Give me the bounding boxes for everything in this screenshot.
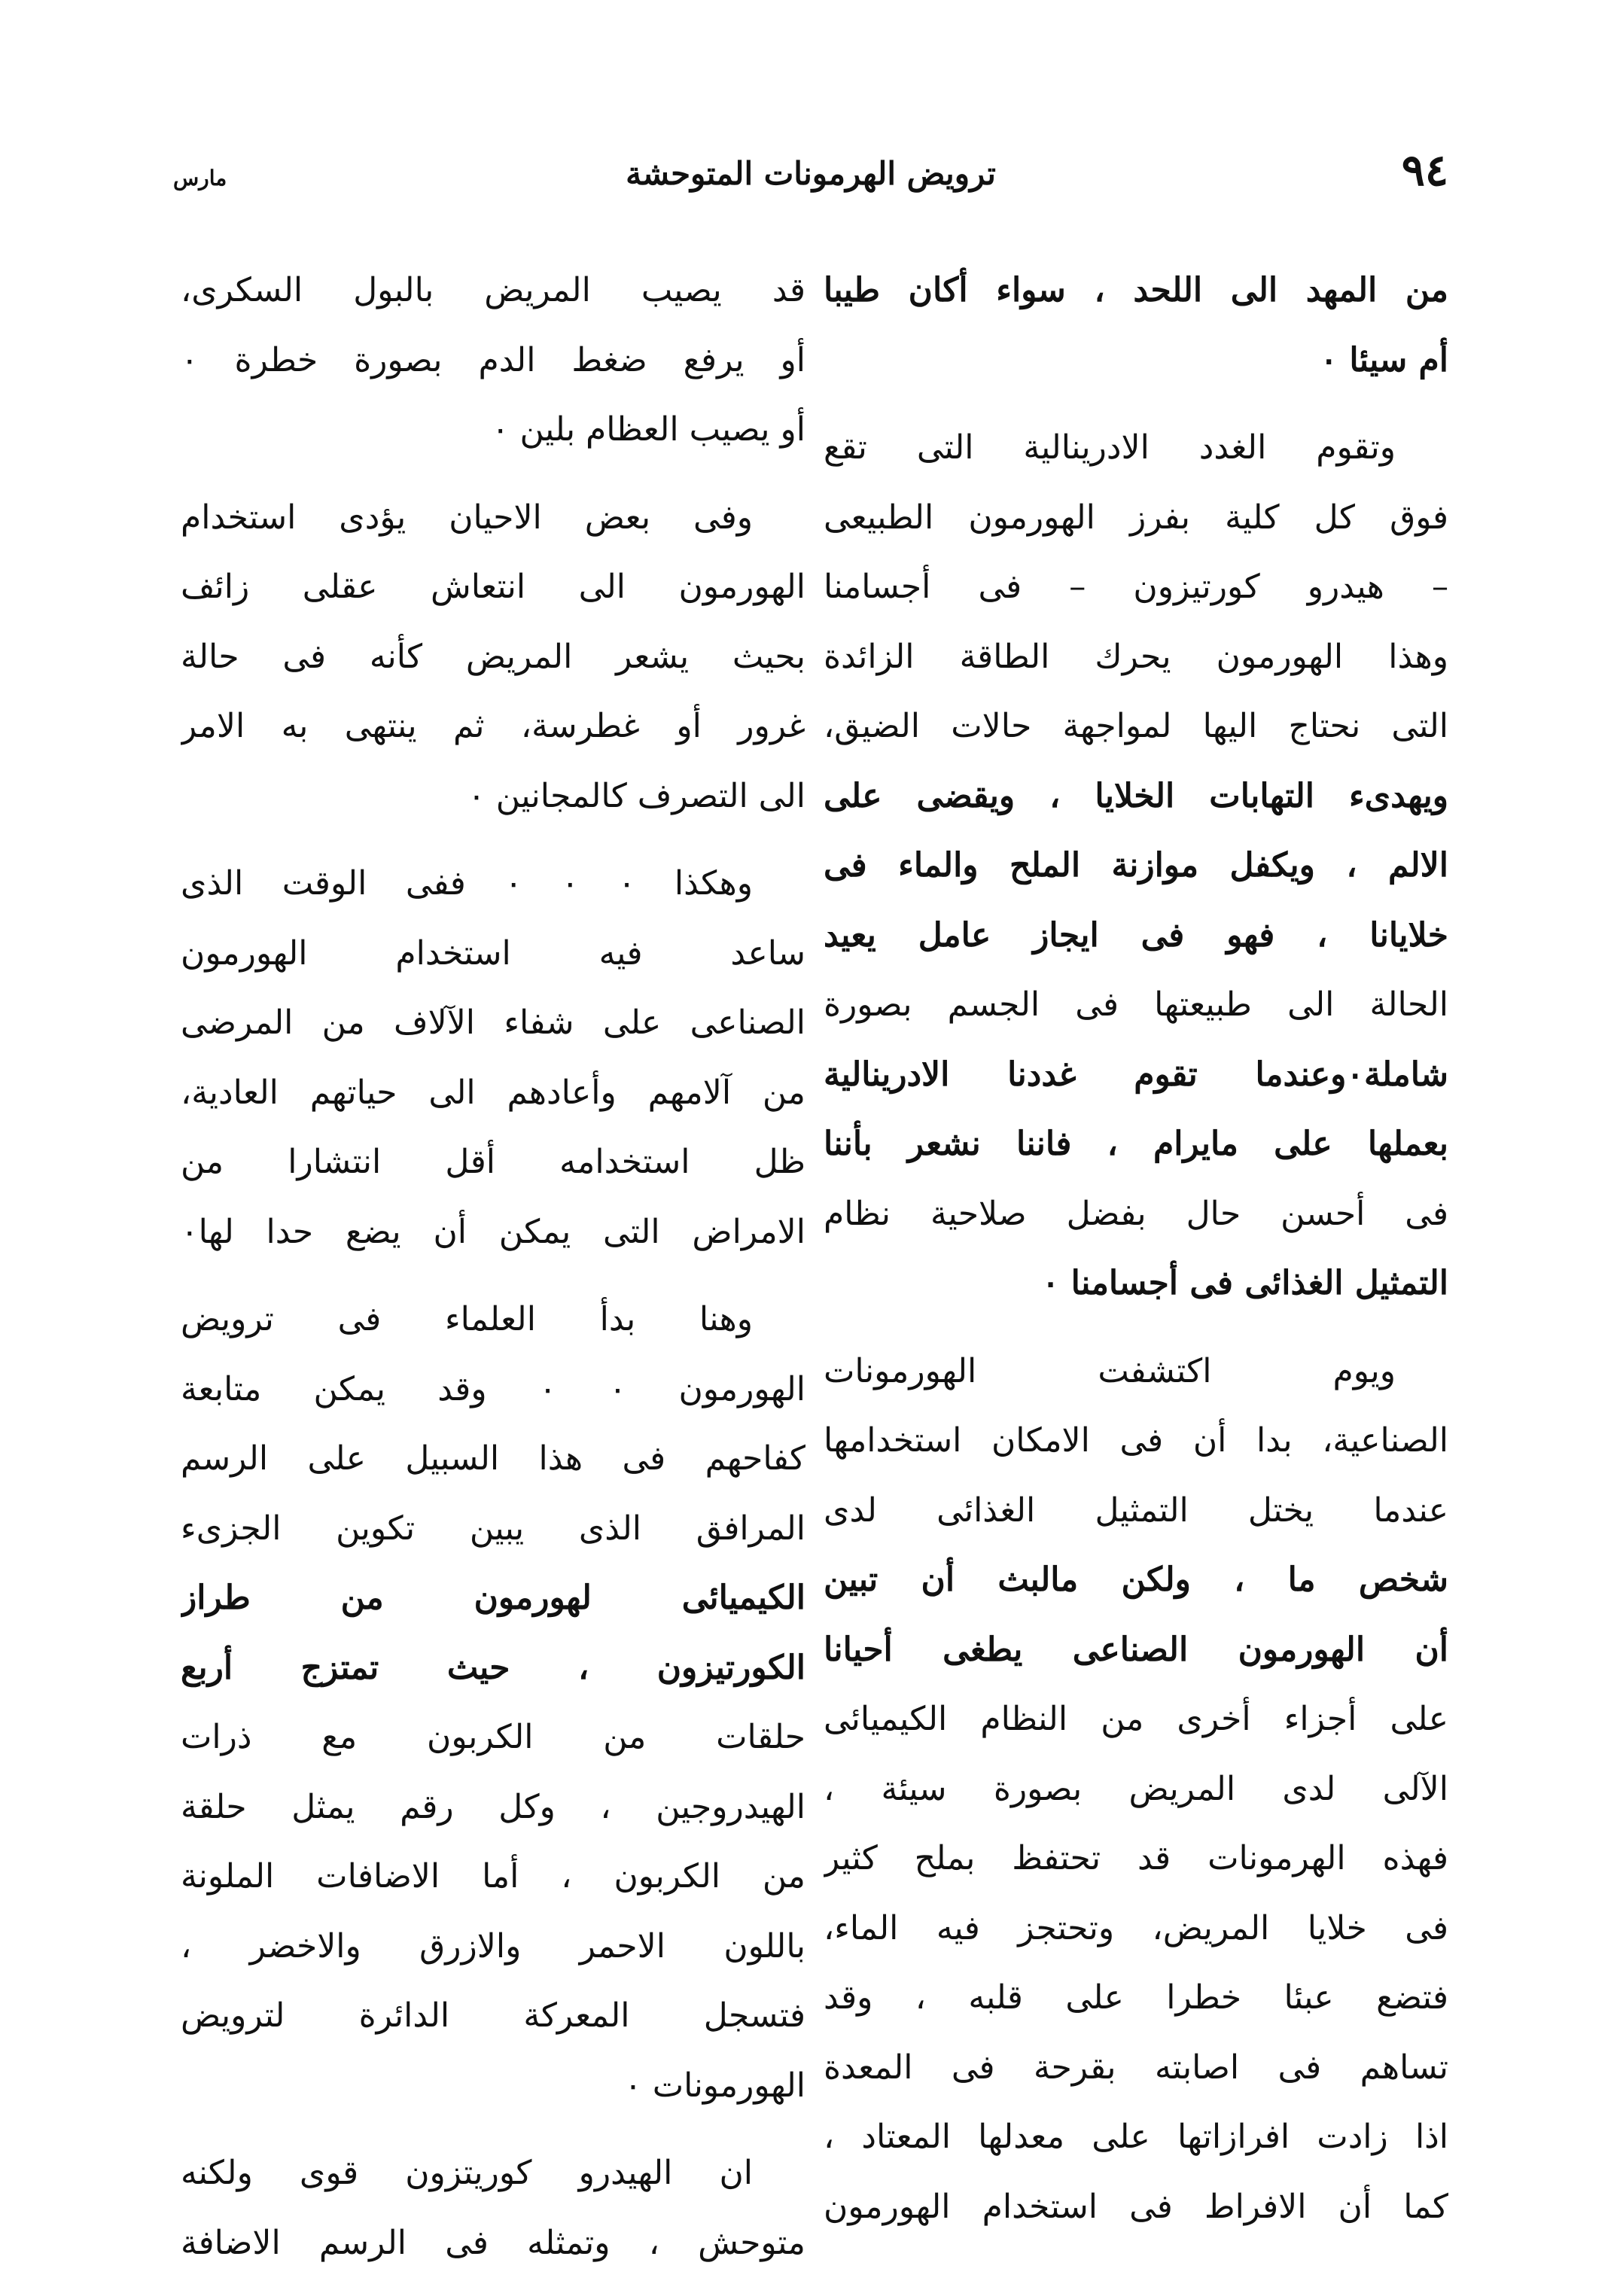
text-line: وتقوم الغدد الادرينالية التى تقع — [824, 428, 1396, 467]
text-line: على أجزاء أخرى من النظام الكيميائى — [824, 1700, 1448, 1738]
text-line: الهورمونات ٠ — [624, 2066, 805, 2105]
paragraph — [181, 849, 805, 1267]
text-line: من الكربون ، أما الاضافات الملونة — [181, 1857, 805, 1896]
text-line: الكورتيزون ، حيث تمتزج أربع — [181, 1648, 805, 1687]
text-line: باللون الاحمر والازرق والاخضر ، — [181, 1926, 805, 1966]
text-line: خلايانا ، فهو فى ايجاز عامل يعيد — [824, 915, 1448, 955]
text-line: وهكذا ٠ ٠ ٠ ففى الوقت الذى — [181, 864, 753, 903]
right-column — [824, 256, 1448, 2260]
text-line: كما أن الافراط فى استخدام الهورمون — [824, 2187, 1448, 2226]
month-label: مارس — [173, 166, 227, 190]
text-line: ظل استخدامه أقل انتشارا من — [181, 1143, 805, 1181]
text-line: وهنا بدأ العلماء فى ترويض — [181, 1300, 753, 1338]
text-line: وفى بعض الاحيان يؤدى استخدام — [181, 498, 753, 537]
text-line: تساهم فى اصابته بقرحة فى المعدة — [824, 2048, 1448, 2087]
text-line: – هيدرو كورتيزون – فى أجسامنا — [824, 568, 1448, 606]
text-line: ساعد فيه استخدام الهورمون — [181, 933, 805, 973]
text-line: شاملة٠وعندما تقوم غددنا الادرينالية — [824, 1055, 1448, 1094]
text-line: المرافق الذى يبين تكوين الجزىء — [181, 1509, 805, 1548]
text-line: ويهدىء التهابات الخلايا ، ويقضى على — [824, 776, 1448, 815]
text-line: الكيميائى لهورمون من طراز — [181, 1579, 805, 1617]
text-line: الامراض التى يمكن أن يضع حدا لها٠ — [181, 1212, 805, 1251]
text-line: الحالة الى طبيعتها فى الجسم بصورة — [824, 985, 1448, 1024]
text-line: متوحش ، وتمثله فى الرسم الاضافة — [181, 2223, 805, 2262]
text-line: فتسجل المعركة الدائرة لترويض — [181, 1996, 805, 2035]
text-line: الالم ، ويكفل موازنة الملح والماء فى — [824, 846, 1448, 885]
text-line: من آلامهم وأعادهم الى حياتهم العادية، — [181, 1073, 805, 1112]
paragraph — [824, 256, 1448, 395]
text-line: حلقات من الكربون مع ذرات — [181, 1718, 805, 1756]
text-line: الصناعى على شفاء الآلاف من المرضى — [181, 1003, 805, 1042]
text-line: بحيث يشعر المريض كأنه فى حالة — [181, 637, 805, 676]
text-line: شخص ما ، ولكن مالبث أن تبين — [824, 1561, 1448, 1599]
text-line: الآلى لدى المريض بصورة سيئة ، — [824, 1769, 1448, 1808]
page-number: ٩٤ — [1401, 145, 1448, 196]
text-line: التمثيل الغذائى فى أجسامنا ٠ — [1041, 1264, 1448, 1302]
paragraph — [181, 2139, 805, 2278]
text-line: أو يصيب العظام بلين ٠ — [491, 410, 805, 449]
text-line: عندما يختل التمثيل الغذائى لدى — [824, 1491, 1448, 1530]
paragraph — [181, 483, 805, 832]
paragraph — [181, 256, 805, 465]
text-line: أو يرفع ضغط الدم بصورة خطرة ٠ — [181, 340, 805, 379]
text-line: الى التصرف كالمجانين ٠ — [467, 776, 805, 815]
text-line: الهورمون الى انتعاش عقلى زائف — [181, 568, 805, 606]
text-line: الهورمون ٠ ٠ وقد يمكن متابعة — [181, 1369, 805, 1408]
text-line: فوق كل كلية بفرز الهورمون الطبيعى — [824, 498, 1448, 537]
text-line: ويوم اكتشفت الهورمونات — [824, 1351, 1396, 1390]
text-line: من المهد الى اللحد ، سواء أكان طيبا — [824, 271, 1448, 309]
text-line: الهيدروجين ، وكل رقم يمثل حلقة — [181, 1787, 805, 1826]
paragraph — [824, 1337, 1448, 2243]
text-line: كفاحهم فى هذا السبيل على الرسم — [181, 1439, 805, 1478]
running-title: ترويض الهرمونات المتوحشة — [626, 155, 996, 192]
paragraph — [181, 1285, 805, 2121]
text-line: فهذه الهرمونات قد تحتفظ بملح كثير — [824, 1839, 1448, 1877]
text-line: بعملها على مايرام ، فاننا نشعر بأننا — [824, 1125, 1448, 1163]
text-line: قد يصيب المريض بالبول السكرى، — [181, 271, 805, 309]
text-line: اذا زادت افرازاتها على معدلها المعتاد ، — [824, 2118, 1448, 2156]
text-line: وهذا الهورمون يحرك الطاقة الزائدة — [824, 637, 1448, 676]
text-line: فى أحسن حال بفضل صلاحية نظام — [824, 1194, 1448, 1233]
text-line: فتضع عبئا خطرا على قلبه ، وقد — [824, 1978, 1448, 2017]
text-line: أن الهورمون الصناعى يطغى أحيانا — [824, 1630, 1448, 1669]
text-line: ان الهيدرو كوريتزون قوى ولكنه — [181, 2154, 753, 2192]
text-line: فى خلايا المريض، وتحتجز فيه الماء، — [824, 1908, 1448, 1947]
left-column — [181, 256, 805, 2296]
paragraph — [824, 413, 1448, 1319]
text-line: أم سيئا ٠ — [1320, 340, 1448, 379]
page-header — [173, 145, 1448, 218]
text-line: التى نحتاج اليها لمواجهة حالات الضيق، — [824, 707, 1448, 745]
text-line: غرور أو غطرسة، ثم ينتهى به الامر — [181, 707, 805, 745]
text-line: الصناعية، بدا أن فى الامكان استخدامها — [824, 1421, 1448, 1460]
